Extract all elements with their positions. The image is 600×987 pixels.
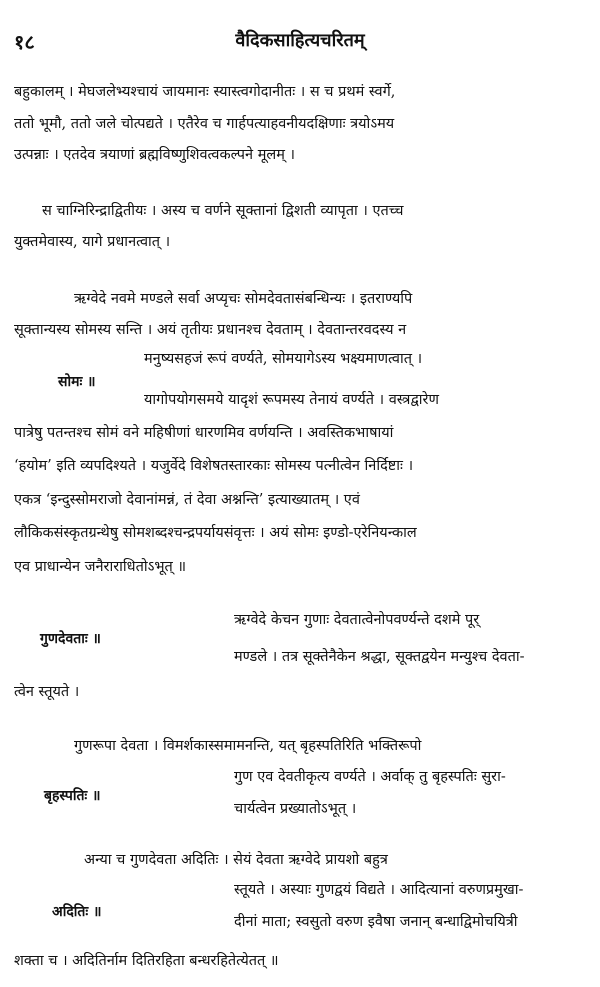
text-line: ‘हयोम’ इति व्यपदिश्यते । यजुर्वेदे विशेषतस्तारकाः सोमस्य पत्नीत्वेन निर्दिष्टाः । <box>14 458 414 474</box>
text-line: ऋग्वेदे नवमे मण्डले सर्वा अप्यृचः सोमदेवतासंबन्धिन्यः । इतराण्यपि <box>74 291 413 307</box>
text-line: यागोपयोगसमये यादृशं रूपमस्य तेनायं वर्ण्यते । वस्त्रद्वारेण <box>144 392 439 408</box>
text-line: युक्तमेवास्य, यागे प्रधानत्वात् । <box>14 234 171 250</box>
page-number: १८ <box>14 30 35 54</box>
text-line: लौकिकसंस्कृतग्रन्थेषु सोमशब्दश्चन्द्रपर्यायसंवृत्तः । अयं सोमः इण्डो-एरेनियन्काल <box>14 525 417 541</box>
text-line: ऋग्वेदे केचन गुणाः देवतात्वेनोपवर्ण्यन्ते दशमे पूर् <box>234 612 480 628</box>
text-line: शक्ता च । अदितिर्नाम दितिरहिता बन्धरहितेत्येतत् ॥ <box>14 953 279 969</box>
text-line: त्वेन स्तूयते । <box>14 684 80 700</box>
running-title: वैदिकसाहित्यचरितम् <box>235 30 365 51</box>
page-header <box>0 28 600 58</box>
text-line: गुणरूपा देवता । विमर्शकास्समामनन्ति, यत् बृहस्पतिरिति भक्तिरूपो <box>74 738 422 754</box>
text-line: उत्पन्नाः । एतदेव त्रयाणां ब्रह्मविष्णुशिवत्वकल्पने मूलम् । <box>14 147 295 163</box>
text-line: अन्या च गुणदेवता अदितिः । सेयं देवता ऋग्वेदे प्रायशो बहुत्र <box>84 852 388 868</box>
text-line: सूक्तान्यस्य सोमस्य सन्ति । अयं तृतीयः प्रधानश्च देवताम् । देवतान्तरवदस्य न <box>14 322 407 338</box>
margin-heading-brihaspati: बृहस्पतिः ॥ <box>44 788 101 804</box>
text-line: स्तूयते । अस्याः गुणद्वयं विद्यते । आदित्यानां वरुणप्रमुखा- <box>234 882 524 898</box>
text-line: एव प्राधान्येन जनैराराधितोऽभूत् ॥ <box>14 559 187 575</box>
margin-heading-soma: सोमः ॥ <box>58 374 96 390</box>
text-line: दीनां माता; स्वसुतो वरुण इवैषा जनान् बन्धाद्विमोचयित्री <box>234 914 518 930</box>
margin-heading-gunadevata: गुणदेवताः ॥ <box>40 631 101 647</box>
margin-heading-aditi: अदितिः ॥ <box>52 904 102 920</box>
text-line: मनुष्यसहजं रूपं वर्ण्यते, सोमयागेऽस्य भक्ष्यमाणत्वात् । <box>144 351 423 367</box>
text-line: गुण एव देवतीकृत्य वर्ण्यते । अर्वाक् तु बृहस्पतिः सुरा- <box>234 769 506 785</box>
text-line: स चाग्निरिन्द्राद्वितीयः । अस्य च वर्णने सूक्तानां द्विशती व्यापृता । एतच्च <box>42 203 404 219</box>
text-line: पात्रेषु पतन्तश्च सोमं वने महिषीणां धारणमिव वर्णयन्ति । अवस्तिकभाषायां <box>14 425 394 441</box>
text-line: ततो भूमौ, ततो जले चोत्पद्यते । एतैरेव च गार्हपत्याहवनीयदक्षिणाः त्रयोऽमय <box>14 116 395 132</box>
text-line: मण्डले । तत्र सूक्तेनैकेन श्रद्धा, सूक्तद्वयेन मन्युश्च देवता- <box>234 649 525 665</box>
text-line: चार्यत्वेन प्रख्यातोऽभूत् । <box>234 801 357 817</box>
text-line: एकत्र ‘इन्दुस्सोमराजो देवानांमन्नं, तं देवा अश्नन्ति’ इत्याख्यातम् । एवं <box>14 492 360 508</box>
text-line: बहुकालम् । मेघजलेभ्यश्चायं जायमानः स्यास्त्वगोदानीतः । स च प्रथमं स्वर्गे, <box>14 84 396 100</box>
